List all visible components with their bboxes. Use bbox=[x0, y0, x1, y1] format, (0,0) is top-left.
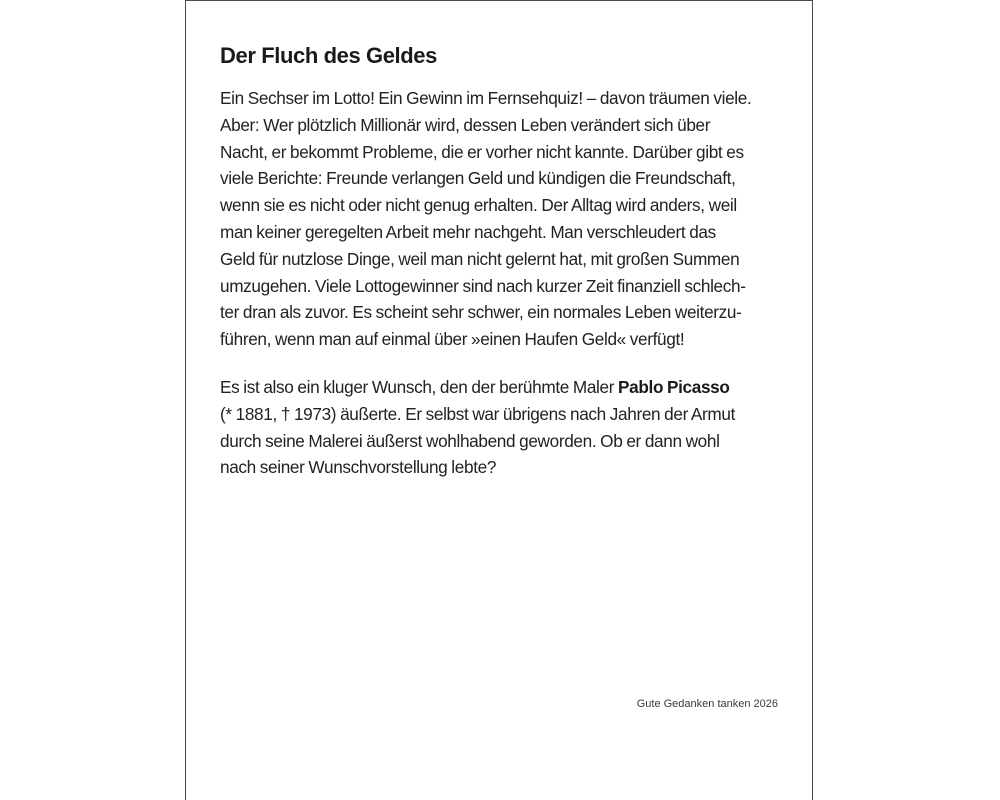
paragraph-1-line: Aber: Wer plötzlich Millionär wird, dessen Leben verändert sich über bbox=[220, 114, 711, 135]
page bbox=[185, 0, 813, 800]
paragraph-1-line: umzugehen. Viele Lottogewinner sind nach kurzer Zeit finanziell schlech- bbox=[220, 275, 746, 296]
paragraph-1-line: ter dran als zuvor. Es scheint sehr schwer, ein normales Leben weiterzu- bbox=[220, 302, 742, 323]
paragraph-1-line: viele Berichte: Freunde verlangen Geld und kündigen die Freundschaft, bbox=[220, 168, 736, 189]
highlighted-name: Pablo Picasso bbox=[618, 376, 730, 397]
footer-caption: Gute Gedanken tanken 2026 bbox=[636, 698, 778, 710]
paragraph-2-text: Es ist also ein kluger Wunsch, den der berühmte Maler bbox=[220, 376, 619, 397]
article bbox=[220, 41, 780, 502]
paragraph-1-line: Nacht, er bekommt Probleme, die er vorher nicht kannte. Darüber gibt es bbox=[220, 141, 744, 162]
paragraph-2-line bbox=[220, 374, 780, 401]
paragraph-2-line: durch seine Malerei äußerst wohlhabend geworden. Ob er dann wohl bbox=[220, 430, 720, 451]
paragraph-1-line: man keiner geregelten Arbeit mehr nachgeht. Man verschleudert das bbox=[220, 221, 716, 242]
paragraph-1-line: wenn sie es nicht oder nicht genug erhalten. Der Alltag wird anders, weil bbox=[220, 195, 737, 216]
paragraph-2 bbox=[220, 374, 780, 481]
paragraph-1-line: Ein Sechser im Lotto! Ein Gewinn im Fernsehquiz! – davon träumen viele. bbox=[220, 88, 752, 108]
paragraph-1 bbox=[220, 85, 780, 353]
article-title: Der Fluch des Geldes bbox=[220, 43, 437, 68]
paragraph-2-line: nach seiner Wunschvorstellung lebte? bbox=[220, 457, 497, 478]
paragraph-1-line: Geld für nutzlose Dinge, weil man nicht gelernt hat, mit großen Summen bbox=[220, 248, 740, 269]
paragraph-2-line: (* 1881, † 1973) äußerte. Er selbst war übrigens nach Jahren der Armut bbox=[220, 403, 736, 424]
paragraph-1-line: führen, wenn man auf einmal über »einen Haufen Geld« verfügt! bbox=[220, 329, 685, 350]
